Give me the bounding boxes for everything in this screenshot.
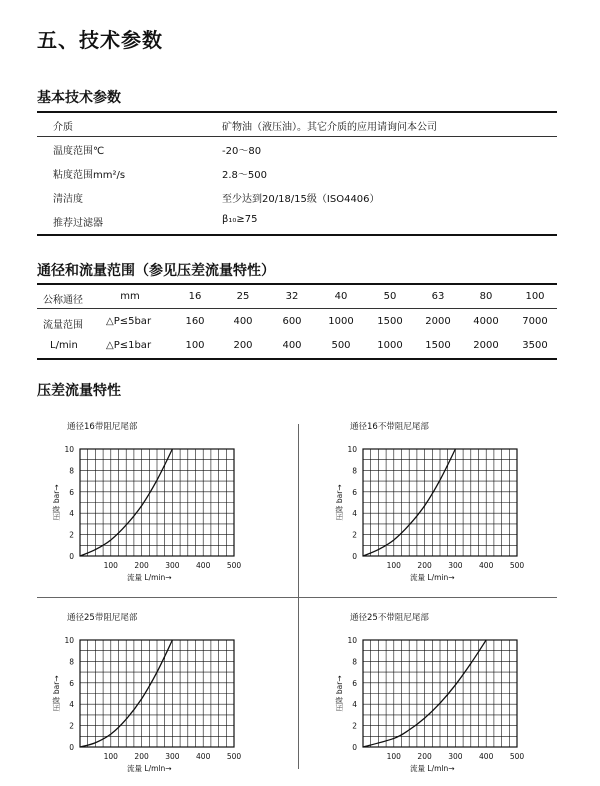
x-tick-label: 200: [417, 752, 432, 761]
x-axis-label: 流量 L/min→: [410, 573, 455, 582]
x-tick-label: 100: [386, 752, 401, 761]
x-tick-label: 500: [509, 752, 525, 761]
y-tick-label: 0: [352, 552, 357, 561]
basic-table-bottom-rule: [37, 234, 557, 236]
flow-row2-cell: 2000: [473, 340, 499, 351]
basic-row-rule: [37, 136, 557, 137]
x-axis-label: 流量 L/mln→: [410, 764, 455, 773]
y-tick-label: 6: [352, 487, 357, 497]
flow-table-top-rule: [37, 283, 557, 285]
flow-row2-cell: 200: [233, 340, 253, 351]
flow-row1-cell: 1000: [328, 316, 354, 327]
flow-header-label: 公称通径: [43, 295, 83, 306]
y-tick-label: 6: [69, 678, 74, 688]
chart-title: 通径16带阻尼尾部: [67, 422, 138, 432]
y-tick-label: 8: [352, 657, 357, 667]
y-tick-label: 4: [69, 700, 74, 710]
y-tick-label: 2: [69, 721, 74, 731]
flow-size-cell: 40: [334, 291, 348, 302]
chart-title: 通径16不带阻尼尾部: [350, 422, 429, 432]
y-tick-label: 10: [64, 445, 74, 454]
flow-size-cell: 63: [431, 291, 445, 302]
y-tick-label: 10: [347, 445, 357, 454]
chart-title: 通径25带阻尼尾部: [67, 613, 138, 623]
flow-row1-cell: 160: [185, 316, 205, 327]
y-axis-label: 压降 bar→: [335, 484, 344, 521]
basic-row-label: 清洁度: [53, 194, 83, 205]
x-tick-label: 300: [165, 561, 180, 570]
flow-row1-cell: 4000: [473, 316, 499, 327]
y-tick-label: 10: [347, 636, 357, 645]
flow-row1-cell: 7000: [522, 316, 548, 327]
y-tick-label: 8: [69, 657, 74, 667]
x-tick-label: 100: [103, 752, 118, 761]
chart-divider-horizontal: [37, 597, 557, 598]
flow-header-rule: [37, 308, 557, 309]
y-axis-label: 压降 bar→: [52, 484, 61, 521]
y-tick-label: 4: [352, 509, 357, 519]
flow-row2-cell: 3500: [522, 340, 548, 351]
x-tick-label: 200: [134, 752, 149, 761]
x-tick-label: 100: [103, 561, 118, 570]
basic-section-title: 基本技术参数: [37, 90, 121, 106]
x-tick-label: 100: [386, 561, 401, 570]
flow-size-cell: 25: [236, 291, 250, 302]
chart-dn16-undamped: [320, 415, 560, 589]
basic-row-label: 温度范围℃: [53, 146, 105, 157]
chart-svg: [320, 415, 560, 585]
flow-size-cell: 50: [383, 291, 397, 302]
basic-row-value: 矿物油（液压油）。其它介质的应用请询问本公司: [222, 122, 437, 133]
x-tick-label: 400: [479, 561, 494, 570]
flow-row2-cell: 1000: [377, 340, 403, 351]
y-tick-label: 4: [69, 509, 74, 519]
x-tick-label: 200: [417, 561, 432, 570]
basic-row-label: 介质: [53, 122, 73, 133]
basic-row-value: 2.8～500: [222, 170, 267, 181]
basic-row-label: 推荐过滤器: [53, 218, 103, 229]
x-tick-label: 200: [134, 561, 149, 570]
chart-svg: [320, 606, 560, 776]
y-tick-label: 6: [69, 487, 74, 497]
y-tick-label: 2: [352, 721, 357, 731]
x-tick-label: 400: [196, 561, 211, 570]
flow-row1-cell: 1500: [377, 316, 403, 327]
y-tick-label: 0: [69, 552, 74, 561]
basic-row-label: 粘度范围mm²/s: [53, 170, 126, 181]
flow-header-unit: mm: [120, 291, 140, 302]
y-tick-label: 10: [64, 636, 74, 645]
flow-row2-cell: 500: [331, 340, 351, 351]
x-axis-label: 流量 L/mln→: [127, 764, 172, 773]
y-tick-label: 0: [69, 743, 74, 752]
basic-row-value: 至少达到20/18/15级（ISO4406）: [222, 194, 380, 205]
pressure-section-title: 压差流量特性: [37, 383, 121, 399]
flow-row1-label: 流量范围: [43, 320, 83, 331]
basic-table-top-rule: [37, 111, 557, 113]
flow-table-bottom-rule: [37, 358, 557, 360]
x-tick-label: 400: [196, 752, 211, 761]
y-tick-label: 4: [352, 700, 357, 710]
flow-row2-condition: △P≤1bar: [106, 340, 152, 351]
flow-size-cell: 80: [479, 291, 493, 302]
y-tick-label: 0: [352, 743, 357, 752]
x-tick-label: 500: [226, 561, 242, 570]
flow-row1-cell: 400: [233, 316, 253, 327]
basic-row-value: -20～80: [222, 146, 262, 157]
chart-svg: [37, 606, 277, 776]
x-tick-label: 300: [448, 561, 463, 570]
chart-dn25-damped: [37, 606, 277, 780]
y-tick-label: 2: [69, 530, 74, 540]
flow-size-cell: 16: [188, 291, 202, 302]
y-tick-label: 8: [69, 466, 74, 476]
chart-dn25-undamped: [320, 606, 560, 780]
x-axis-label: 流量 L/min→: [127, 573, 172, 582]
x-tick-label: 500: [226, 752, 242, 761]
chart-title: 通径25不带阻尼尾部: [350, 613, 429, 623]
y-tick-label: 2: [352, 530, 357, 540]
flow-size-cell: 32: [285, 291, 299, 302]
flow-row1-cell: 2000: [425, 316, 451, 327]
flow-row1-condition: △P≤5bar: [106, 316, 152, 327]
y-axis-label: 压降 bar→: [52, 675, 61, 712]
flow-row1-cell: 600: [282, 316, 302, 327]
flow-row2-cell: 400: [282, 340, 302, 351]
x-tick-label: 400: [479, 752, 494, 761]
y-tick-label: 6: [352, 678, 357, 688]
basic-row-value: β₁₀≥75: [222, 214, 258, 225]
page-title: 五、技术参数: [37, 28, 163, 52]
y-axis-label: 压降 bar→: [335, 675, 344, 712]
flow-row2-cell: 100: [185, 340, 205, 351]
y-tick-label: 8: [352, 466, 357, 476]
flow-row2-cell: 1500: [425, 340, 451, 351]
chart-svg: [37, 415, 277, 585]
flow-size-cell: 100: [525, 291, 545, 302]
x-tick-label: 500: [509, 561, 525, 570]
flow-section-title: 通径和流量范围（参见压差流量特性）: [37, 263, 275, 279]
flow-row2-label: L/min: [50, 340, 78, 351]
x-tick-label: 300: [448, 752, 463, 761]
chart-dn16-damped: [37, 415, 277, 589]
x-tick-label: 300: [165, 752, 180, 761]
